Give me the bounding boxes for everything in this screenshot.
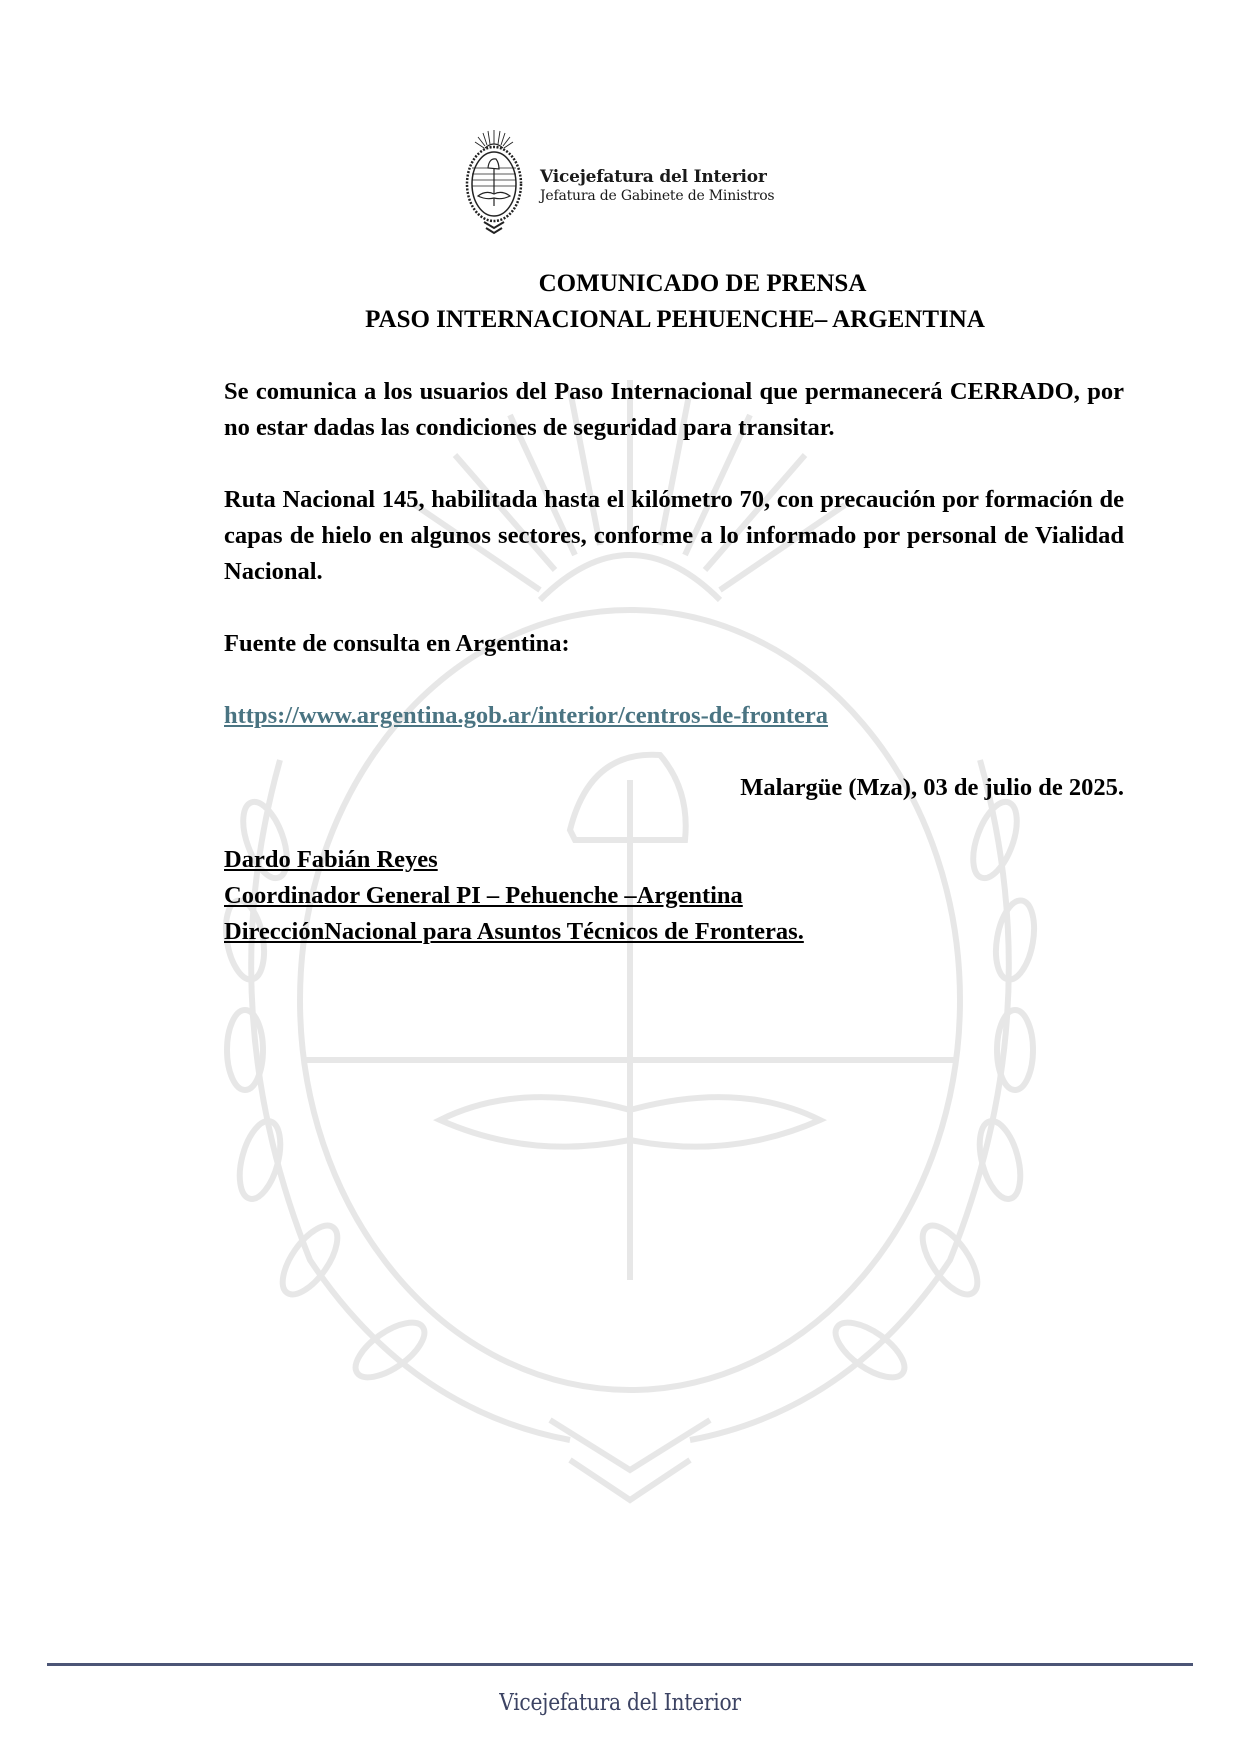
document-subtitle: PASO INTERNACIONAL PEHUENCHE– ARGENTINA bbox=[365, 306, 985, 333]
document-titles bbox=[0, 266, 1240, 338]
paragraph-closure-notice: Se comunica a los usuarios del Paso Internacional que permanecerá CERRADO, por no estar dadas las condiciones de seguridad para transitar. bbox=[224, 378, 1124, 441]
header-logo bbox=[462, 128, 774, 236]
signature-name: Dardo Fabián Reyes bbox=[224, 846, 438, 873]
footer-text: Vicejefatura del Interior bbox=[499, 1690, 741, 1716]
org-subname: Jefatura de Gabinete de Ministros bbox=[540, 187, 775, 204]
paragraph-route-status: Ruta Nacional 145, habilitada hasta el kilómetro 70, con precaución por formación de capas de hielo en algunos sectores, conforme a lo informado por personal de Vialidad Nacional. bbox=[224, 486, 1124, 585]
paragraph-source-label: Fuente de consulta en Argentina: bbox=[224, 630, 570, 657]
org-block bbox=[540, 168, 774, 204]
source-link[interactable]: https://www.argentina.gob.ar/interior/centros-de-frontera bbox=[224, 702, 829, 729]
document-title: COMUNICADO DE PRENSA bbox=[538, 270, 867, 297]
signature-office: DirecciónNacional para Asuntos Técnicos de Fronteras. bbox=[224, 918, 804, 945]
org-name: Vicejefatura del Interior bbox=[540, 167, 767, 188]
argentina-coat-of-arms-icon bbox=[462, 128, 526, 236]
signature-role: Coordinador General PI – Pehuenche –Argentina bbox=[224, 882, 743, 909]
signature-block bbox=[224, 842, 1124, 950]
footer-divider bbox=[47, 1663, 1193, 1666]
document-body bbox=[224, 374, 1124, 950]
date-line: Malargüe (Mza), 03 de julio de 2025. bbox=[740, 774, 1124, 801]
